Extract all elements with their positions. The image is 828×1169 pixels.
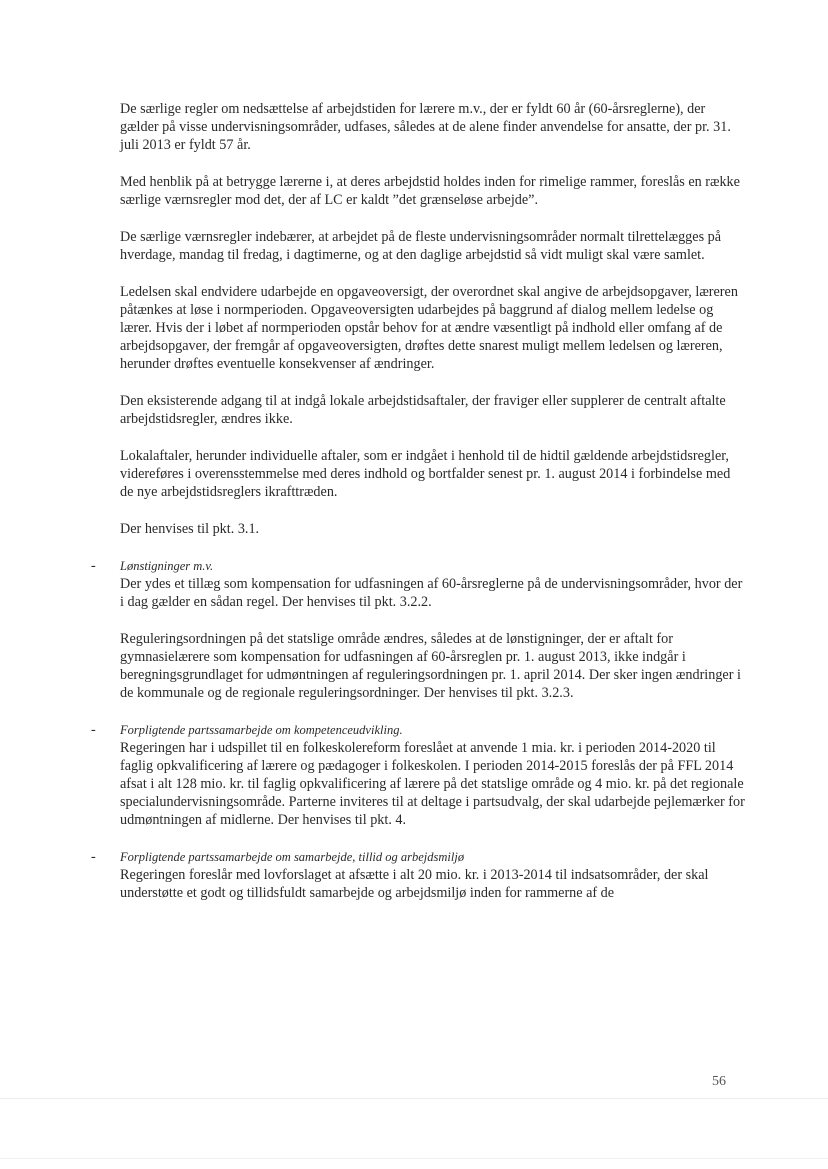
paragraph-working-hours: De særlige værnsregler indebærer, at arbejdet på de fleste undervisningsområder normalt tilrettelægges på hverdage, mandag til fredag, i dagtimerne, og at den daglige arbejdstid så vidt muligt skal være samlet. bbox=[120, 229, 722, 263]
paragraph-task-overview: Ledelsen skal endvidere udarbejde en opgaveoversigt, der overordnet skal angive de arbejdsopgaver, læreren påtænkes at løse i normperioden. Opgaveoversigten udarbejdes på baggrund af dialog mellem ledelse og lærer. Hvis der i løbet af normperioden opstår behov for at ændre væsentligt på indhold eller omfang af de arbejdsopgaver, der fremgår af opgaveoversigten, drøftes dette snarest muligt mellem ledelsen og læreren, herunder drøftes eventuelle konsekvenser af ændringer. bbox=[120, 284, 738, 372]
paragraph-local-agreements: Den eksisterende adgang til at indgå lokale arbejdstidsaftaler, der fraviger eller supplerer de centralt aftalte arbejdstidsregler, ændres ikke. bbox=[120, 393, 726, 427]
list-item-body: Der ydes et tillæg som kompensation for udfasningen af 60-årsreglerne på de undervisningsområder, hvor der i dag gælder en sådan regel. Der henvises til pkt. 3.2.2. bbox=[120, 576, 743, 610]
list-item-body: Reguleringsordningen på det statslige område ændres, således at de lønstigninger, der er aftalt for gymnasielærere som kompensation for udfasningen af 60-årsreglen pr. 1. august 2013, ikke indgår i beregningsgrundlaget for udmøntningen af reguleringsordningen pr. 1. april 2014. Der sker ingen ændringer i de kommunale og de regionale reguleringsordninger. Der henvises til pkt. 3.2.3. bbox=[120, 631, 741, 701]
list-item-wage-increases bbox=[91, 557, 745, 611]
page-number: 56 bbox=[712, 1074, 726, 1089]
footer-divider bbox=[0, 1098, 828, 1099]
list-item-title: Forpligtende partssamarbejde om samarbejde, tillid og arbejdsmiljø bbox=[120, 850, 465, 864]
list-item-title: Forpligtende partssamarbejde om kompetenceudvikling. bbox=[120, 723, 403, 737]
list-dash: - bbox=[91, 722, 96, 738]
scan-edge-line bbox=[0, 1158, 828, 1159]
list-item-regulation-scheme bbox=[120, 630, 745, 702]
paragraph-60-year-rules: De særlige regler om nedsættelse af arbejdstiden for lærere m.v., der er fyldt 60 år (60-årsreglerne), der gælder på visse undervisningsområder, udfases, således at de alene finder anvendelse for ansatte, der pr. 31. juli 2013 er fyldt 57 år. bbox=[120, 101, 731, 153]
paragraph-protective-rules: Med henblik på at betrygge lærerne i, at deres arbejdstid holdes inden for rimelige rammer, foreslås en række særlige værnsregler mod det, der af LC er kaldt ”det grænseløse arbejde”. bbox=[120, 174, 740, 208]
paragraph-existing-local-agreements: Lokalaftaler, herunder individuelle aftaler, som er indgået i henhold til de hidtil gældende arbejdstidsregler, videreføres i overensstemmelse med deres indhold og bortfalder senest pr. 1. august 2014 i forbindelse med de nye arbejdstidsreglers ikrafttræden. bbox=[120, 448, 731, 500]
list-dash: - bbox=[91, 558, 96, 574]
list-item-title: Lønstigninger m.v. bbox=[120, 559, 214, 573]
paragraph-reference-3-1: Der henvises til pkt. 3.1. bbox=[120, 521, 260, 537]
list-item-cooperation-trust bbox=[91, 848, 745, 902]
list-item-body: Regeringen har i udspillet til en folkeskolereform foreslået at anvende 1 mia. kr. i perioden 2014-2020 til faglig opkvalificering af lærere og pædagoger i folkeskolen. I perioden 2014-2015 foreslås der på FFL 2014 afsat i alt 128 mio. kr. til faglig opkvalificering af lærere på det statslige område og 4 mio. kr. på det regionale specialundervisningsområde. Parterne inviteres til at deltage i partsudvalg, der skal udarbejde pejlemærker for udmøntningen af midlerne. Der henvises til pkt. 4. bbox=[120, 740, 745, 828]
list-item-competence-development bbox=[91, 721, 745, 829]
list-dash: - bbox=[91, 849, 96, 865]
body-text bbox=[91, 100, 745, 921]
list-item-body: Regeringen foreslår med lovforslaget at afsætte i alt 20 mio. kr. i 2013-2014 til indsatsområder, der skal understøtte et godt og tillidsfuldt samarbejde og arbejdsmiljø inden for rammerne af de bbox=[120, 867, 709, 901]
